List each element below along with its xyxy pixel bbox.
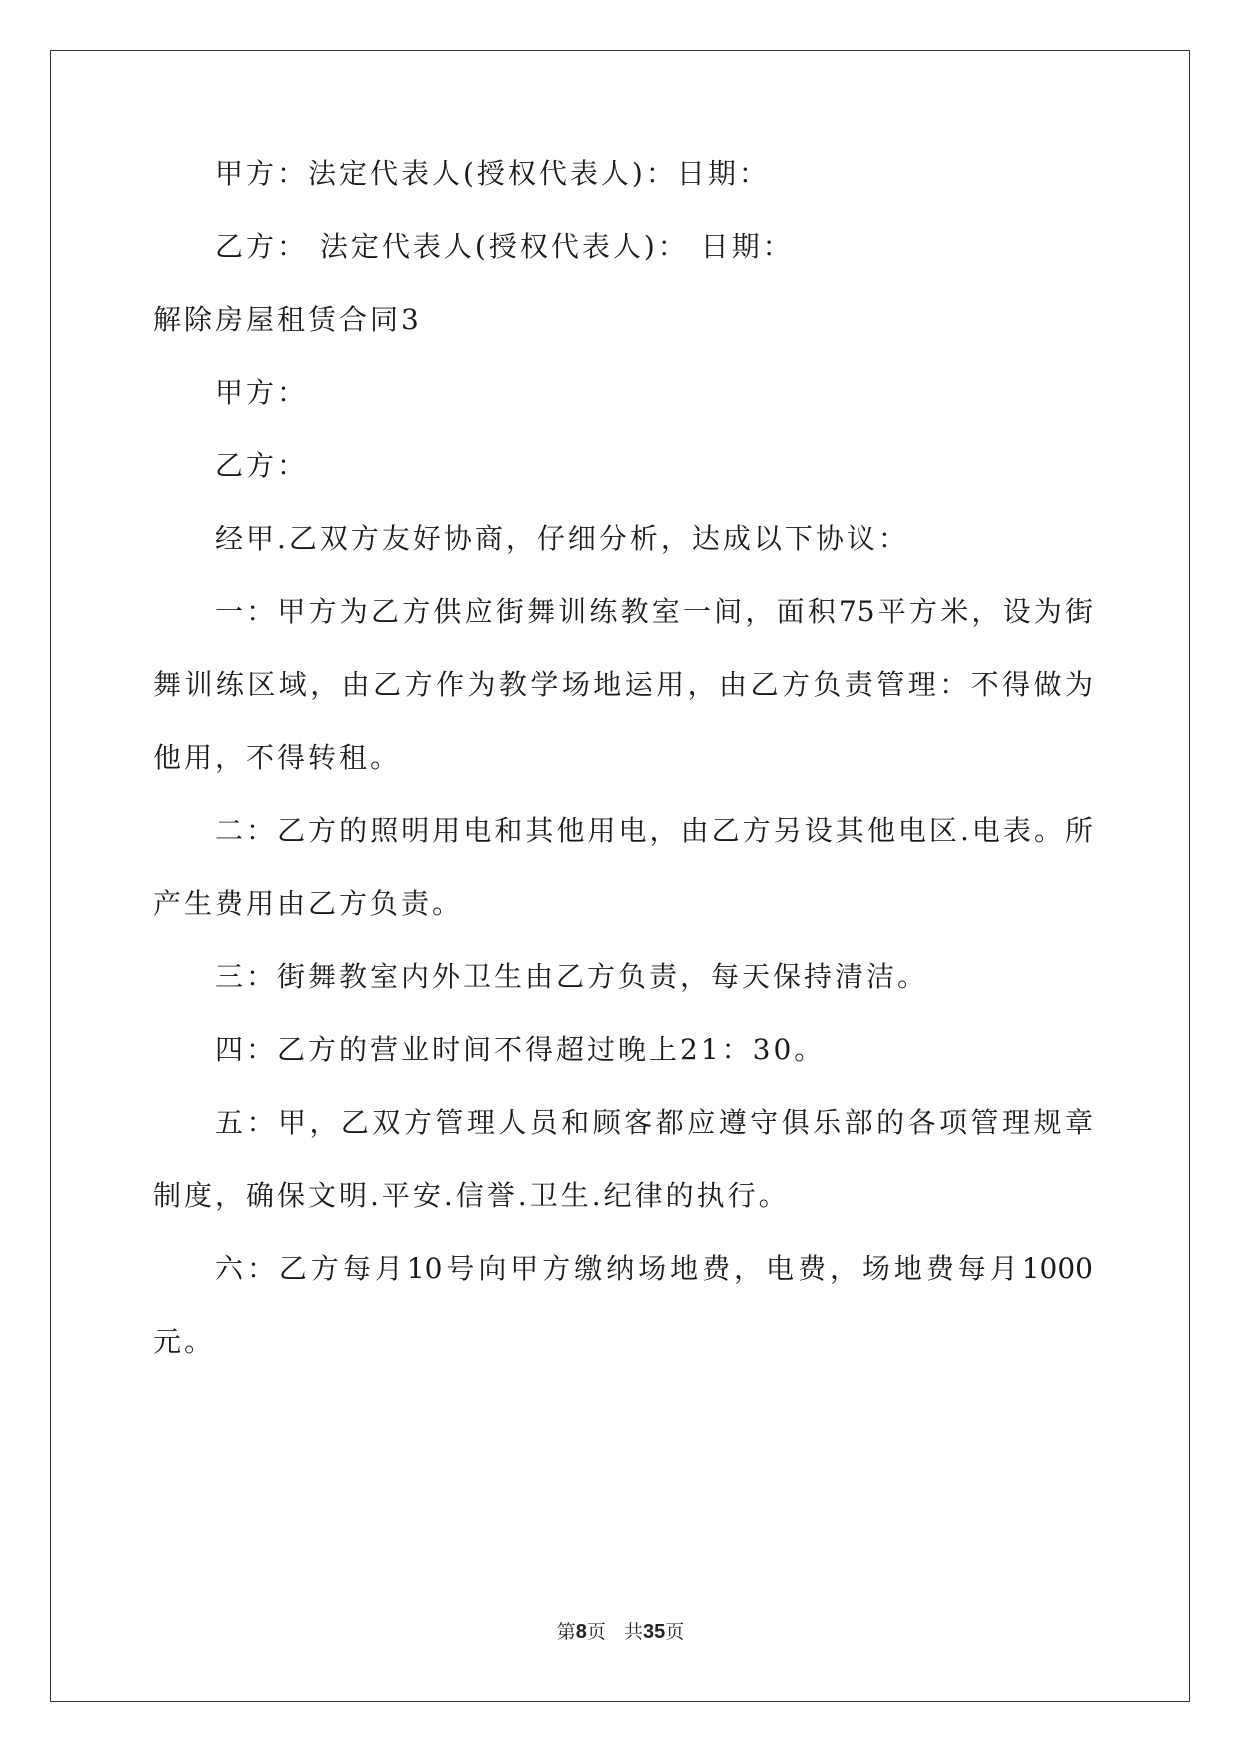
clause-2-line-2: 产生费用由乙方负责。 — [153, 887, 464, 920]
footer-total-prefix: 共 — [624, 1621, 644, 1643]
clause-4: 四：乙方的营业时间不得超过晚上21：30。 — [215, 1033, 826, 1066]
signature-line-party-a: 甲方：法定代表人(授权代表人)：日期： — [215, 157, 770, 190]
footer-total-suffix: 页 — [665, 1621, 685, 1643]
footer-prefix: 第 — [556, 1621, 576, 1643]
clause-1-line-3: 他用，不得转租。 — [153, 741, 402, 774]
clause-6-line-2: 元。 — [153, 1325, 216, 1358]
clause-6-line-1: 六：乙方每月10号向甲方缴纳场地费，电费，场地费每月1000 — [215, 1252, 1093, 1285]
clause-3: 三：街舞教室内外卫生由乙方负责，每天保持清洁。 — [215, 960, 929, 993]
clause-5-line-2: 制度，确保文明.平安.信誉.卫生.纪律的执行。 — [153, 1179, 790, 1212]
signature-line-party-b: 乙方： 法定代表人(授权代表人)： 日期： — [215, 230, 794, 263]
party-a-label: 甲方： — [215, 376, 309, 409]
clause-2-line-1: 二：乙方的照明用电和其他用电，由乙方另设其他电区.电表。所 — [215, 814, 1093, 847]
section-title: 解除房屋租赁合同3 — [153, 303, 422, 336]
footer-page-suffix: 页 — [586, 1621, 606, 1643]
current-page-number: 8 — [575, 1621, 587, 1643]
clause-1-line-1: 一：甲方为乙方供应街舞训练教室一间，面积75平方米，设为街 — [215, 595, 1093, 628]
page-border — [50, 50, 1190, 1702]
party-b-label: 乙方： — [215, 449, 309, 482]
page-footer — [0, 1620, 1241, 1644]
total-page-number: 35 — [643, 1621, 666, 1643]
clause-1-line-2: 舞训练区域，由乙方作为教学场地运用，由乙方负责管理：不得做为 — [153, 668, 1093, 701]
agreement-intro: 经甲.乙双方友好协商，仔细分析，达成以下协议： — [215, 522, 909, 555]
clause-5-line-1: 五：甲，乙双方管理人员和顾客都应遵守俱乐部的各项管理规章 — [215, 1106, 1093, 1139]
